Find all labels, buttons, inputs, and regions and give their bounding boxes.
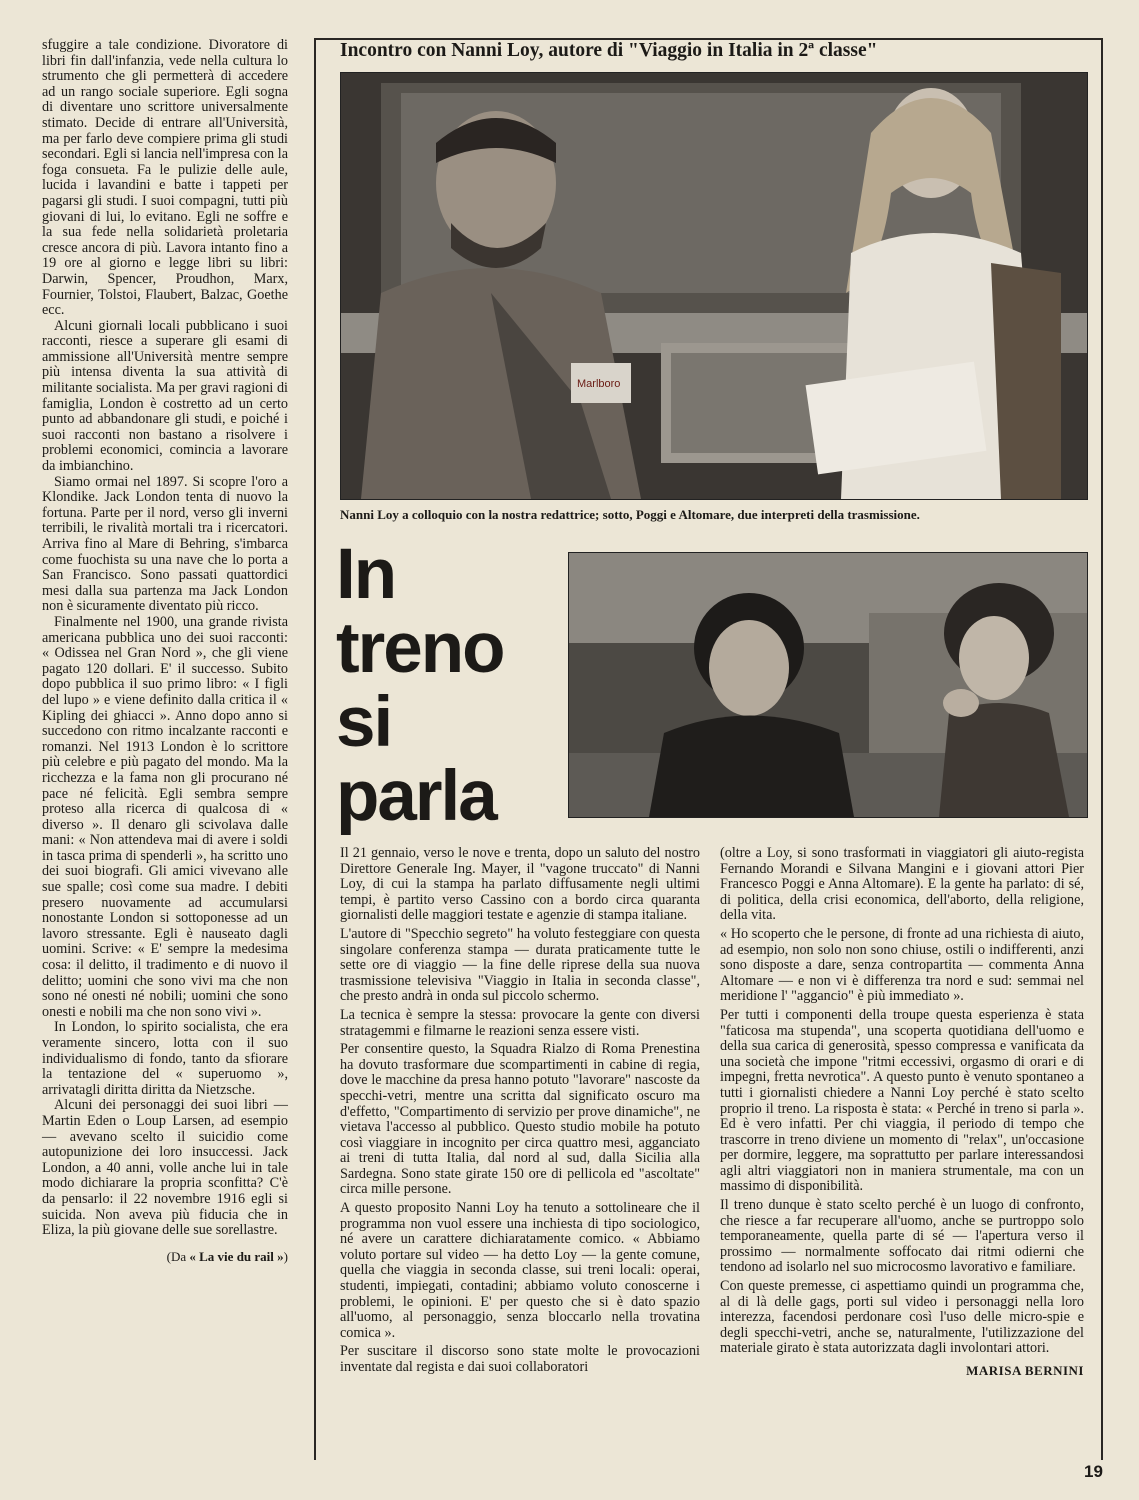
article-title: [336, 535, 566, 836]
middle-paragraph: Per consentire questo, la Squadra Rialzo di Roma Prenestina ha dovuto trasformare due scompartimenti in cabine di regia, dove le macchine da presa hanno potuto "lavorare" nascoste da specchi-vetri, mentre una scritta dal significato oscuro ma d'effetto, "Compartimento di servizio per prove dinamiche", ne vietava l'accesso al pubblico. Questo studio mobile ha potuto così viaggiare in incognito per circa quattro mesi, agganciato ai treni di tutta Italia, dal nord al sud, dalla Sicilia alla Sardegna. Sono state girate 150 ore di pellicola ed "ascoltate" circa mille persone.: [340, 1041, 700, 1198]
left-paragraph: In London, lo spirito socialista, che era veramente sincero, lotta con il suo individualismo di fondo, tanto da sfiorare la tentazione del « superuomo », arrivatagli diritta diritta da Nietzsche.: [42, 1019, 288, 1098]
middle-paragraph: La tecnica è sempre la stessa: provocare la gente con diversi stratagemmi e filmarne le reazioni senza essere visti.: [340, 1006, 700, 1039]
right-border: [1101, 38, 1103, 1460]
right-column: [720, 846, 1084, 1379]
right-paragraph: (oltre a Loy, si sono trasformati in viaggiatori gli aiuto-regista Fernando Morandi e Silvana Mangini e i giovani attori Pier Francesco Poggi e Anna Altomare). E la gente ha parlato: di sé, di politica, della crisi economica, dell'aborto, della religione, della vita.: [720, 845, 1084, 924]
source-credit: (Da « La vie du rail »): [166, 1248, 288, 1264]
photo-caption: Nanni Loy a colloquio con la nostra redattrice; sotto, Poggi e Altomare, due interpreti della trasmissione.: [340, 507, 920, 522]
right-paragraph: « Ho scoperto che le persone, di fronte ad una richiesta di aiuto, ad esempio, non solo non sono chiuse, ostili o indifferenti, anzi sono disposte a dare, senza contropartita — commenta Anna Altomare — e non vi è differenza tra nord e sud: semmai nel meridione l' "aggancio" è più immediato ».: [720, 925, 1084, 1005]
article-headline: Incontro con Nanni Loy, autore di "Viaggio in Italia in 2ª classe": [340, 40, 878, 61]
middle-paragraph: Per suscitare il discorso sono state molte le provocazioni inventate dal regista e dai suoi collaboratori: [340, 1343, 700, 1375]
left-paragraph: Finalmente nel 1900, una grande rivista americana pubblica uno dei suoi racconti: « Odissea nel Gran Nord », che gli viene pagato 120 dollari. E' il successo. Subito dopo pubblica il suo primo libro: « I figli del lupo » e viene definito dalla critica il « Kipling dei ghiacci ». Anno dopo anno si succedono con ritmo incalzante racconti e romanzi. Nel 1913 London è lo scrittore più celebre e più pagato del mondo. Ma la ricchezza e la fama non gli procurano né pace né felicità. Egli sembra sempre proteso alla ricerca di qualcosa di « diverso ». Il denaro gli scivolava dalle mani: « Non attendeva mai di avere i soldi in tasca prima di spenderli », ha scritto uno dei suoi biografi. Gli amici vivevano alle sue spalle; così come sua madre. I debiti presero nuovamente ad accumularsi nonostante London si sottoponesse ad un lavoro stressante. Egli è nauseato dagli uomini. Scrive: « E' sempre la medesima cosa: il delitto, il tradimento e di nuovo il delitto; uomini che sono vivi ma che non sono né onesti né nobili; uomini che sono onesti e nobili ma che non sono vivi ».: [42, 613, 288, 1020]
middle-paragraph: L'autore di "Specchio segreto" ha voluto festeggiare con questa singolare conferenza stampa — durata praticamente tutte le sette ore di viaggio — la fine delle riprese della sua nuova trasmissione televisiva "Viaggio in Italia in seconda classe", che presto andrà in onda sul piccolo schermo.: [340, 925, 700, 1005]
photo-interview: [340, 72, 1088, 500]
title-line: In: [336, 535, 396, 614]
photo-actors-illustration: [569, 553, 1087, 817]
middle-column: [340, 846, 700, 1379]
author-signature: MARISA BERNINI: [966, 1363, 1084, 1378]
left-paragraph: sfuggire a tale condizione. Divoratore di libri fin dall'infanzia, vede nella cultura lo strumento che gli permetterà di accedere ad un rango sociale superiore. Egli sogna di diventare uno scrittore universalmente stimato. Decide di entrare all'Università, ma per farlo deve compiere prima gli studi secondari. Egli si lancia nell'impresa con la foga consueta. Fa le pulizie delle aule, lucida i lavandini e batte i tappeti per pagarsi gli studi. I suoi compagni, tutti più giovani di lui, lo evitano. Egli ne soffre e la sua fede nella solidarietà proletaria cresce ancora di più. Lavora intanto fino a 19 ore al giorno e legge libri su libri: Darwin, Spencer, Proudhon, Marx, Fournier, Tolstoi, Flaubert, Balzac, Goethe ecc.: [42, 37, 288, 319]
photo-actors: [568, 552, 1088, 818]
middle-paragraph: Il 21 gennaio, verso le nove e trenta, dopo un saluto del nostro Direttore Generale Ing. Mayer, il "vagone truccato" di Nanni Loy, di cui la stampa ha parlato diffusamente negli ultimi tempi, è partito verso Cassino con a bordo circa quaranta giornalisti delle maggiori testate e agenzie di stampa italiane.: [340, 845, 700, 924]
title-line: parla: [336, 757, 496, 836]
column-divider: [314, 38, 316, 1460]
left-paragraph: Alcuni giornali locali pubblicano i suoi racconti, riesce a superare gli esami di ammissione all'Università mentre sempre più intensa diventa la sua attività di militante socialista. Ma per gravi ragioni di famiglia, London è costretto ad un certo punto ad abbandonare gli studi, e poiché i suoi racconti non bastano a risolvere i problemi economici, comincia a lavorare da imbianchino.: [42, 317, 288, 475]
source-title: « La vie du rail »: [189, 1248, 284, 1264]
cigarette-pack-label: Marlboro: [577, 378, 621, 390]
left-paragraph: Siamo ormai nel 1897. Si scopre l'oro a Klondike. Jack London tenta di nuovo la fortuna. Parte per il nord, verso gli inverni terribili, le rivalità mortali tra i ricercatori. Arriva fino al Mare di Behring, s'imbarca come fuochista su una nave che lo porta a San Francisco. Sono passati quattordici mesi dalla sua partenza ma Jack London non è sicuramente diventato più ricco.: [42, 473, 288, 615]
right-paragraph: Con queste premesse, ci aspettiamo quindi un programma che, al di là delle gags, porti sul video i personaggi nella loro interezza, facendosi perdonare così l'uso delle micro-spie e degli specchi-vetri, anche se, naturalmente, l'utilizzazione del materiale girato è stata autorizzata dagli involontari attori.: [720, 1278, 1084, 1357]
right-paragraph: Per tutti i componenti della troupe questa esperienza è stata "faticosa ma stupenda", una scoperta quotidiana dell'uomo e della sua carica di generosità, spesso compressa e vanificata da una società che impone "ritmi eccessivi, orgasmo di orari e di impegni, fretta nevrotica". A questo punto è venuto spontaneo a tutti i giornalisti chiedere a Nanni Loy perché è stato scelto proprio il treno. La risposta è stata: « Perché in treno si parla ». Ed è vero infatti. Per chi viaggia, il periodo di tempo che trascorre in treno diviene un momento di "relax", un'occasione per dormire, leggere, ma soprattutto per parlare interessandosi agli altri viaggiatori non in maniera strumentale, ma con un massimo di disponibilità.: [720, 1006, 1084, 1195]
right-paragraph: Il treno dunque è stato scelto perché è un luogo di confronto, che riesce a far recuperare all'uomo, anche se purtroppo solo temporaneamente, quella parte di sé — l'apertura verso il prossimo — normalmente soffocato dai ritmi odierni che tendono ad isolarlo nel suo microcosmo lavorativo e familiare.: [720, 1197, 1084, 1276]
middle-paragraph: A questo proposito Nanni Loy ha tenuto a sottolineare che il programma non vuol essere una inchiesta di tipo sociologico, né avere un carattere dichiaratamente comico. « Abbiamo voluto portare sul video — ha detto Loy — la gente comune, quella che viaggia in seconda classe, sui treni locali: operai, studenti, impiegati, contadini; abbiamo voluto conoscerne i problemi, le opinioni. E' per questo che si è dato spazio all'uomo, al personaggio, senza bloccarlo nella trovatina comica ».: [340, 1200, 700, 1341]
page-number: 19: [1084, 1462, 1103, 1481]
title-line: treno: [336, 609, 504, 688]
left-column: [42, 38, 288, 1264]
title-line: si: [336, 683, 392, 762]
left-paragraph: Alcuni dei personaggi dei suoi libri — Martin Eden o Loup Larsen, ad esempio — avevano scelto il suicidio come autopunizione dei loro insuccessi. Jack London, a 40 anni, volle anche lui in tale modo dichiarare la propria sconfitta? C'è da pensarlo: il 22 novembre 1916 egli si suicida. Non aveva più fiducia che in Eliza, la più giovane delle sue sorellastre.: [42, 1097, 288, 1239]
photo-interview-illustration: [341, 73, 1087, 499]
